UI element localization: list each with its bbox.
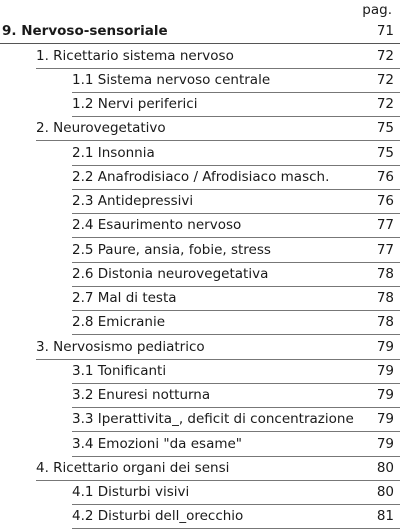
toc-entry-page-number: 79 [376,338,394,355]
toc-entry-title: 2.8 Emicranie [72,314,166,331]
toc-entry-page-number: 80 [376,484,394,501]
toc-entries [0,44,400,529]
toc-entry-title: 3.3 Iperattivita_, deficit di concentrazione [72,411,354,428]
toc-subsection-row[interactable] [0,287,400,311]
toc-subsection-row[interactable] [0,238,400,262]
toc-entry-page-number: 77 [376,217,394,234]
toc-subsection-row[interactable] [0,93,400,117]
toc-subsection-row[interactable] [0,360,400,384]
toc-entry-page-number: 78 [376,265,394,282]
toc-section-row[interactable] [0,457,400,481]
toc-entry-title: 1.2 Nervi periferici [72,96,198,113]
toc-subsection-row[interactable] [0,141,400,165]
toc-entry-title: 2. Neurovegetativo [36,120,166,137]
toc-entry-page-number: 72 [376,47,394,64]
toc-subsection-row[interactable] [0,481,400,505]
toc-entry-page-number: 77 [376,241,394,258]
toc-entry-title: 4. Ricettario organi dei sensi [36,459,230,476]
toc-entry-title: 3. Nervosismo pediatrico [36,338,205,355]
toc-subsection-row[interactable] [0,408,400,432]
toc-entry-title: 2.3 Antidepressivi [72,193,194,210]
toc-entry-title: 2.2 Anafrodisiaco / Afrodisiaco masch. [72,168,330,185]
toc-subsection-row[interactable] [0,69,400,93]
toc-entry-page-number: 78 [376,290,394,307]
toc-entry-title: 1. Ricettario sistema nervoso [36,47,234,64]
toc-entry-title: 2.1 Insonnia [72,144,155,161]
toc-subsection-row[interactable] [0,384,400,408]
toc-entry-page-number: 80 [376,459,394,476]
toc-entry-title: 2.6 Distonia neurovegetativa [72,265,269,282]
toc-subsection-row[interactable] [0,311,400,335]
toc-entry-title: 3.1 Tonificanti [72,362,167,379]
toc-entry-title: 3.4 Emozioni "da esame" [72,435,243,452]
toc-subsection-row[interactable] [0,432,400,456]
chapter-page-number: 71 [376,23,394,40]
toc-entry-page-number: 79 [376,387,394,404]
page-column-header: pag. [362,2,392,18]
toc-entry-page-number: 72 [376,71,394,88]
toc-subsection-row[interactable] [0,214,400,238]
toc-entry-title: 4.1 Disturbi visivi [72,484,190,501]
toc-subsection-row[interactable] [0,263,400,287]
toc-entry-title: 4.2 Disturbi dell_orecchio [72,508,244,525]
toc-entry-page-number: 75 [376,144,394,161]
toc-entry-page-number: 76 [376,168,394,185]
chapter-title: 9. Nervoso-sensoriale [2,23,168,40]
toc-entry-page-number: 79 [376,411,394,428]
toc-section-row[interactable] [0,44,400,68]
toc-entry-title: 2.7 Mal di testa [72,290,177,307]
toc-entry-page-number: 81 [376,508,394,525]
toc-entry-title: 1.1 Sistema nervoso centrale [72,71,271,88]
toc-section-row[interactable] [0,117,400,141]
toc-subsection-row[interactable] [0,166,400,190]
toc-subsection-row[interactable] [0,190,400,214]
toc-entry-page-number: 76 [376,193,394,210]
toc-entry-title: 2.5 Paure, ansia, fobie, stress [72,241,271,258]
toc-entry-page-number: 79 [376,435,394,452]
toc-entry-title: 3.2 Enuresi notturna [72,387,211,404]
toc-list [0,20,400,529]
toc-entry-title: 2.4 Esaurimento nervoso [72,217,242,234]
toc-chapter-row[interactable] [0,20,400,44]
toc-subsection-row[interactable] [0,505,400,529]
toc-entry-page-number: 72 [376,96,394,113]
toc-entry-page-number: 78 [376,314,394,331]
toc-section-row[interactable] [0,335,400,359]
toc-entry-page-number: 75 [376,120,394,137]
toc-entry-page-number: 79 [376,362,394,379]
